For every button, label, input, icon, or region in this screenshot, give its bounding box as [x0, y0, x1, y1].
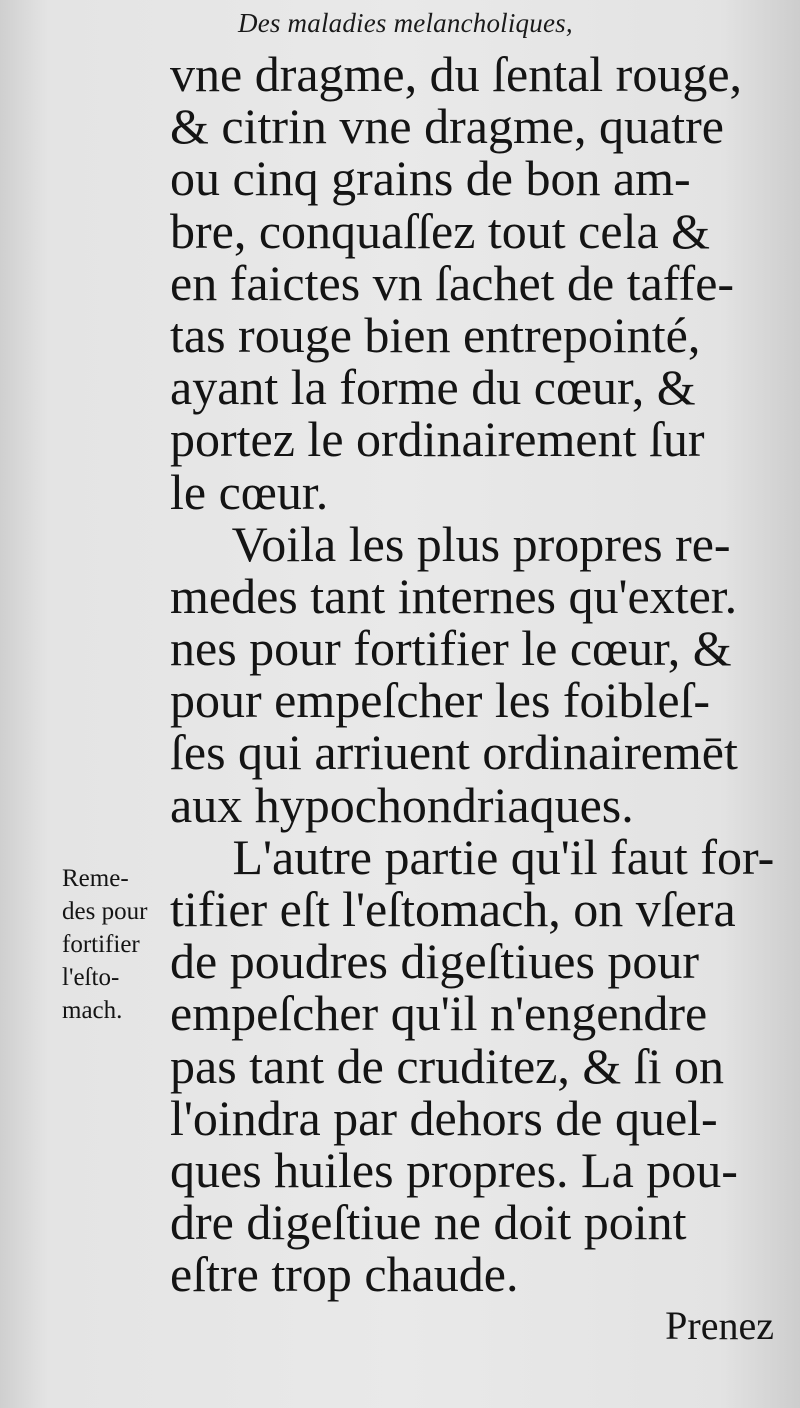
- text-line: medes tant internes qu'exter.: [170, 567, 738, 624]
- text-line: ſes qui arriuent ordinairemēt: [170, 724, 738, 781]
- text-line: aux hypochondriaques.: [170, 776, 634, 833]
- text-line: ques huiles propres. La pou-: [170, 1141, 738, 1198]
- text-line: vne dragme, du ſental rouge,: [170, 46, 743, 102]
- text-line: tas rouge bien entrepointé,: [170, 306, 701, 363]
- text-line: portez le ordinairement ſur: [170, 411, 705, 468]
- text-line: pas tant de cruditez, & ſi on: [170, 1037, 725, 1094]
- text-line: & citrin vne dragme, quatre: [170, 98, 724, 155]
- text-line: pour empeſcher les foibleſ-: [170, 672, 711, 729]
- text-line: le cœur.: [170, 463, 329, 520]
- text-line: ou cinq grains de bon am-: [170, 150, 691, 207]
- text-line: eſtre trop chaude.: [170, 1246, 519, 1303]
- text-line: L'autre partie qu'il faut for-: [170, 828, 775, 885]
- margin-note-line: fortifier: [62, 931, 140, 958]
- text-line: dre digeſtiue ne doit point: [170, 1194, 687, 1251]
- text-line: de poudres digeſtiues pour: [170, 933, 700, 990]
- text-line: tifier eſt l'eſtomach, on vſera: [170, 881, 736, 937]
- text-line: l'oindra par dehors de quel-: [170, 1089, 718, 1146]
- text-line: nes pour fortifier le cœur, &: [170, 620, 732, 677]
- text-line: bre, conquaſſez tout cela &: [170, 202, 711, 259]
- body-text: [170, 48, 785, 1301]
- text-line: empeſcher qu'il n'engendre: [170, 985, 708, 1042]
- text-line: en faictes vn ſachet de taffe-: [170, 254, 735, 311]
- running-head: Des maladies melancholiques,: [238, 8, 573, 38]
- text-line: Voila les plus propres re-: [170, 515, 731, 572]
- margin-note-line: mach.: [62, 997, 123, 1024]
- margin-note-line: Reme-: [62, 865, 129, 892]
- margin-note-line: des pour: [62, 898, 148, 925]
- text-line: ayant la forme du cœur, &: [170, 359, 696, 416]
- margin-note: [62, 862, 187, 1027]
- margin-note-line: l'eſto-: [62, 964, 120, 991]
- catchword: Prenez: [665, 1303, 774, 1348]
